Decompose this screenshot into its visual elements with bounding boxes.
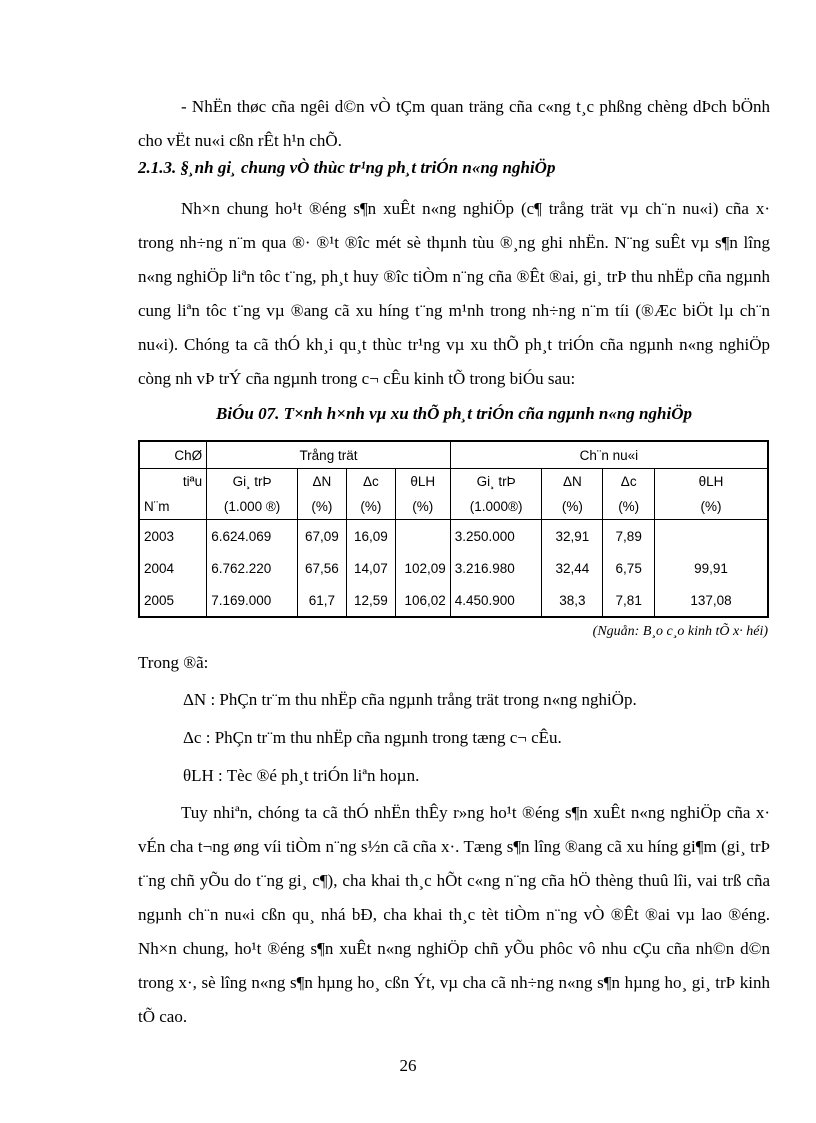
col-header-dc: Δc xyxy=(346,469,395,494)
group-header-trong-trot: Trång trät xyxy=(207,441,451,469)
table-cell: 16,09 xyxy=(346,520,395,553)
page-number: 26 xyxy=(399,1056,417,1075)
closing-paragraph: Tuy nhiªn, chóng ta cã thÓ nhËn thÊy r»ng ho¹t ®éng s¶n xuÊt n«ng nghiÖp cña x· vÉn cha t¬ng øng víi tiÒm n¨ng s½n cã cña x·. Tæng s¶n lîng ®ang cã xu híng gi¶m (gi¸ trÞ t¨ng chñ yÕu do t¨ng gi¸ c¶), cha khai th¸c hÕt c«ng n¨ng cña hÖ thèng thuû lîi, vai trß cña ngµnh ch¨n nu«i cßn qu¸ nhá bÐ, cha khai th¸c tèt tiÒm n¨ng vÒ ®Êt ®ai vµ lao ®éng. Nh×n chung, ho¹t ®éng s¶n xuÊt n«ng nghiÖp chñ yÕu phôc vô nhu cÇu cña nh©n d©n trong x·, sè lîng n«ng s¶n hµng ho¸ cßn Ýt, vµ cha cã nh÷ng n«ng s¶n hµng ho¸ gi¸ trÞ kinh tÕ cao. xyxy=(138,803,770,1026)
col-unit: (%) xyxy=(395,493,450,520)
definition-dc: Δc : PhÇn tr¨m thu nhËp cña ngµnh trong tæng c¬ cÊu. xyxy=(183,728,562,747)
definition-th: θLH : Tèc ®é ph¸t triÓn liªn hoµn. xyxy=(183,766,420,785)
section-heading: 2.1.3. §¸nh gi¸ chung vÒ thùc tr¹ng ph¸t triÓn n«ng nghiÖp xyxy=(138,158,556,177)
intro-paragraph: - NhËn thøc cña ngêi d©n vÒ tÇm quan träng cña c«ng t¸c phßng chèng dÞch bÖnh cho vËt nu«i cßn rÊt h¹n chÕ. xyxy=(138,97,770,150)
col-unit: (1.000®) xyxy=(450,493,542,520)
col-header-dn: ΔN xyxy=(297,469,346,494)
col-unit: (%) xyxy=(542,493,603,520)
col-header-th: θLH xyxy=(655,469,768,494)
table-cell: 6.762.220 xyxy=(207,552,298,584)
data-table xyxy=(138,440,769,618)
table-cell xyxy=(655,520,768,553)
table-cell: 6,75 xyxy=(603,552,655,584)
stub-header-1: ChØ xyxy=(139,441,207,469)
table-source: (Nguån: B¸o c¸o kinh tÕ x· héi) xyxy=(592,624,768,639)
col-unit: (1.000 ®) xyxy=(207,493,298,520)
table-cell: 7,81 xyxy=(603,584,655,617)
table-cell: 3.216.980 xyxy=(450,552,542,584)
col-unit: (%) xyxy=(603,493,655,520)
table-row xyxy=(139,584,768,617)
table-cell: 6.624.069 xyxy=(207,520,298,553)
table-cell: 14,07 xyxy=(346,552,395,584)
col-header-value: Gi¸ trÞ xyxy=(207,469,298,494)
col-unit: (%) xyxy=(655,493,768,520)
col-unit: (%) xyxy=(346,493,395,520)
table-cell: 38,3 xyxy=(542,584,603,617)
year-cell: 2004 xyxy=(144,560,175,576)
table-cell: 106,02 xyxy=(395,584,450,617)
table-cell: 7.169.000 xyxy=(207,584,298,617)
table-caption: BiÓu 07. T×nh h×nh vµ xu thÕ ph¸t triÓn cña ngµnh n«ng nghiÖp xyxy=(216,404,692,423)
table-cell: 32,91 xyxy=(542,520,603,553)
table-row xyxy=(139,520,768,553)
col-unit: (%) xyxy=(297,493,346,520)
year-cell: 2005 xyxy=(144,592,175,608)
stub-header-2: tiªu xyxy=(182,473,203,489)
definition-dn: ΔN : PhÇn tr¨m thu nhËp cña ngµnh trång trät trong n«ng nghiÖp. xyxy=(183,690,637,709)
table-cell: 32,44 xyxy=(542,552,603,584)
stub-header-3: N¨m xyxy=(139,493,207,520)
group-header-chan-nuoi: Ch¨n nu«i xyxy=(450,441,768,469)
year-cell: 2003 xyxy=(144,528,175,544)
table-cell: 137,08 xyxy=(655,584,768,617)
col-header-th: θLH xyxy=(395,469,450,494)
table-cell: 102,09 xyxy=(395,552,450,584)
table-cell: 12,59 xyxy=(346,584,395,617)
table-cell: 61,7 xyxy=(297,584,346,617)
table-cell: 67,56 xyxy=(297,552,346,584)
definitions-intro: Trong ®ã: xyxy=(138,653,209,672)
col-header-dc: Δc xyxy=(603,469,655,494)
table-cell xyxy=(395,520,450,553)
table-cell: 3.250.000 xyxy=(450,520,542,553)
table-cell: 4.450.900 xyxy=(450,584,542,617)
table-cell: 7,89 xyxy=(603,520,655,553)
table-cell: 99,91 xyxy=(655,552,768,584)
table-cell: 67,09 xyxy=(297,520,346,553)
col-header-value: Gi¸ trÞ xyxy=(450,469,542,494)
col-header-dn: ΔN xyxy=(542,469,603,494)
main-paragraph: Nh×n chung ho¹t ®éng s¶n xuÊt n«ng nghiÖp (c¶ trång trät vµ ch¨n nu«i) cña x· trong nh÷ng n¨m qua ®· ®¹t ®îc mét sè thµnh tùu ®¸ng ghi nhËn. N¨ng suÊt vµ s¶n lîng n«ng nghiÖp liªn tôc t¨ng, ph¸t huy ®îc tiÒm n¨ng cña ®Êt ®ai, gi¸ trÞ thu nhËp cña ngµnh cung liªn tôc t¨ng vµ ®ang cã xu híng t¨ng m¹nh trong nh÷ng n¨m tíi (®Æc biÖt lµ ch¨n nu«i). Chóng ta cã thÓ kh¸i qu¸t thùc tr¹ng vµ xu thÕ ph¸t triÓn cña ngµnh n«ng nghiÖp còng nh vÞ trÝ cña ngµnh trong c¬ cÊu kinh tÕ trong biÓu sau: xyxy=(138,199,770,388)
table-row xyxy=(139,552,768,584)
